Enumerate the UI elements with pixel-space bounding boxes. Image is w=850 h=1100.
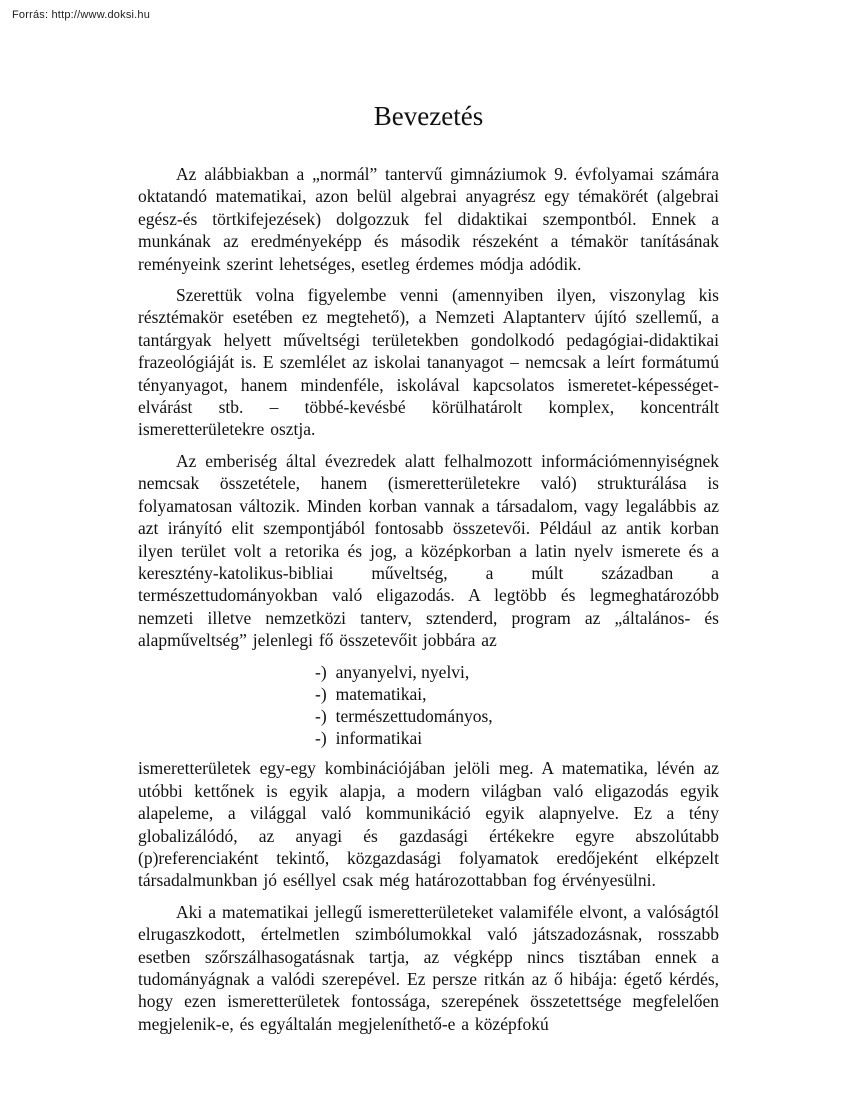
list-marker: -): [315, 661, 327, 682]
list-item-text: anyanyelvi, nyelvi,: [335, 661, 470, 682]
body-paragraph-3: Az emberiség által évezredek alatt felhalmozott információmennyiségnek nemcsak összetétele, hanem (ismeretterületekre való) strukturálása is folyamatosan változik. Minden korban vannak a társadalom, vagy legalábbis az azt irányító elit szempontjából fontosabb összetevői. Például az antik korban ilyen terület volt a retorika és jog, a középkorban a latin nyelv ismerete és a keresztény-katolikus-bibliai műveltség, a múlt században a természettudományokban való eligazodás. A legtöbb és legmeghatározóbb nemzeti illetve nemzetközi tanterv, sztenderd, program az „általános- és alapműveltség” jelenlegi fő összetevőit jobbára az: [138, 450, 719, 651]
list-item-text: matematikai,: [335, 683, 427, 704]
list-item: [315, 661, 719, 683]
knowledge-area-list: [138, 661, 719, 750]
body-paragraph-2: Szerettük volna figyelembe venni (amennyiben ilyen, viszonylag kis résztémakör esetében ez megtehető), a Nemzeti Alaptanterv újító szellemű, a tantárgyak helyett műveltségi területekben gondolkodó pedagógiai-didaktikai frazeológiáját is. E szemlélet az iskolai tananyagot – nemcsak a leírt formátumú tényanyagot, hanem mindenféle, iskolával kapcsolatos ismeretet-képességet-elvárást stb. – többé-kevésbé körülhatárolt komplex, koncentrált ismeretterületekre osztja.: [138, 285, 719, 440]
list-item: [315, 727, 719, 749]
list-marker: -): [315, 728, 327, 749]
list-marker: -): [315, 683, 327, 704]
list-item-text: informatikai: [335, 728, 423, 749]
body-paragraph-1: Az alábbiakban a „normál” tantervű gimnáziumok 9. évfolyamai számára oktatandó matematikai, azon belül algebrai anyagrész egy témakörét (algebrai egész-és törtkifejezések) dolgozzuk fel didaktikai szempontból. Ennek a munkának az eredményeképp és második részeként a témakör tanításának reményeink szerint lehetséges, esetleg érdemes módja adódik.: [138, 164, 719, 274]
body-paragraph-5: Aki a matematikai jellegű ismeretterületeket valamiféle elvont, a valóságtól elrugaszkodott, értelmetlen szimbólumokkal való játszadozásnak, rosszabb esetben szőrszálhasogatásnak tartja, az végképp nincs tisztában ennek a tudományágnak a valódi szerepével. Ez persze ritkán az ő hibája: égető kérdés, hogy ezen ismeretterületek fontossága, szerepének összetettsége megfelelően megjelenik-e, és egyáltalán megjeleníthető-e a középfokú: [138, 901, 719, 1034]
document-content: [138, 100, 719, 1044]
list-marker: -): [315, 705, 327, 726]
list-item: [315, 683, 719, 705]
body-paragraph-4: ismeretterületek egy-egy kombinációjában jelöli meg. A matematika, lévén az utóbbi kettőnek is egyik alapja, a modern világban való eligazodás egyik alapeleme, a világgal való kommunikáció egyik alapnyelve. Ez a tény globalizálódó, az anyagi és gazdasági értékekre egyre abszolútabb (p)referenciaként tekintő, közgazdasági folyamatok eredőjeként elképzelt társadalmunkban jó eséllyel csak még határozottabban fog érvényesülni.: [138, 758, 719, 891]
source-attribution: Forrás: http://www.doksi.hu: [12, 9, 151, 21]
page-title: Bevezetés: [373, 101, 484, 131]
list-item: [315, 705, 719, 727]
list-item-text: természettudományos,: [335, 705, 493, 726]
